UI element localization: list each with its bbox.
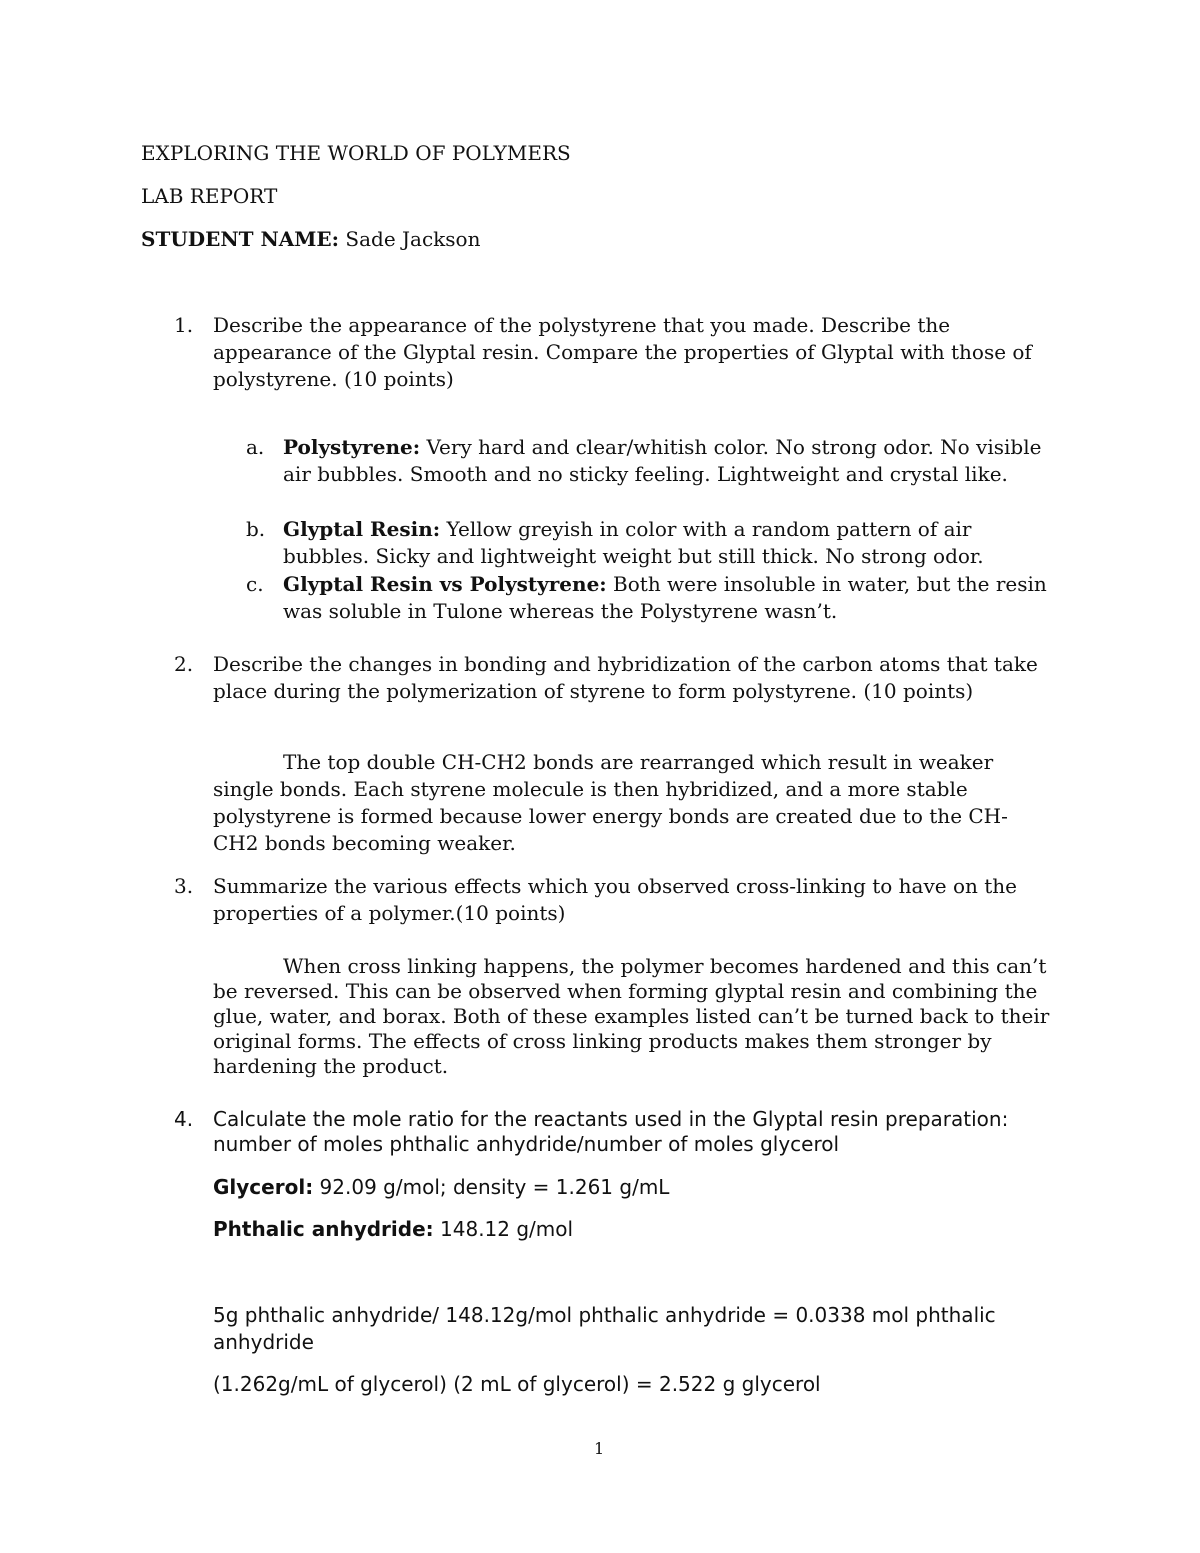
glycerol-term: Glycerol: [213,1175,314,1199]
item-body: Yellow greyish in color with a random pattern of air bubbles. Sicky and lightweight weight but still thick. No strong odor. [283,517,984,568]
question-text: Describe the changes in bonding and hybridization of the carbon atoms that take place during the polymerization of styrene to form polystyrene. (10 points) [213,652,1038,703]
question-text: Calculate the mole ratio for the reactants used in the Glyptal resin preparation: number of moles phthalic anhydride/number of moles glycerol [213,1107,1009,1156]
answer-item-c [246,571,1066,625]
answer-item-b [246,516,1066,570]
item-body: Both were insoluble in water, but the resin was soluble in Tulone whereas the Polystyrene wasn’t. [283,572,1047,623]
item-term: Glyptal Resin: [283,517,441,541]
question-number: 4. [174,1107,194,1131]
item-term: Glyptal Resin vs Polystyrene: [283,572,607,596]
glycerol-line [213,1174,669,1201]
calculation-1: 5g phthalic anhydride/ 148.12g/mol phthalic anhydride = 0.0338 mol phthalic anhydride [213,1303,996,1354]
item-text [283,571,1053,625]
question-number: 3. [174,874,194,898]
answer-2 [213,749,1053,857]
question-2 [141,651,1091,741]
question-text: Summarize the various effects which you observed cross-linking to have on the properties of a polymer.(10 points) [213,874,1017,925]
doc-subtitle: LAB REPORT [141,184,278,208]
question-4 [141,1107,1091,1167]
question-number: 2. [174,652,194,676]
item-text [283,516,1053,570]
item-text [283,434,1053,488]
student-line [141,226,480,253]
answer-item-a [246,434,1066,515]
page-number: 1 [594,1439,605,1458]
answer-text: When cross linking happens, the polymer becomes hardened and this can’t be reversed. This can be observed when forming glyptal resin and combining the glue, water, and borax. Both of these examples listed can’t be turned back to their original forms. The effects of cross linking products makes them stronger by hardening the product. [213,954,1050,1078]
question-3 [141,873,1091,933]
student-name: Sade Jackson [345,227,481,251]
answer-text: The top double CH-CH2 bonds are rearranged which result in weaker single bonds. Each styrene molecule is then hybridized, and a more stable polystyrene is formed because lower energy bonds are created due to the CH-CH2 bonds becoming weaker. [213,750,1008,855]
question-number: 1. [174,313,194,337]
student-label: STUDENT NAME: [141,227,340,251]
item-label: a. [246,435,265,459]
phthalic-term: Phthalic anhydride: [213,1217,434,1241]
item-body: Very hard and clear/whitish color. No strong odor. No visible air bubbles. Smooth and no sticky feeling. Lightweight and crystal like. [283,435,1042,486]
glycerol-text: 92.09 g/mol; density = 1.261 g/mL [319,1175,670,1199]
answer-3 [213,954,1053,1079]
doc-title: EXPLORING THE WORLD OF POLYMERS [141,141,571,165]
calculation-2: (1.262g/mL of glycerol) (2 mL of glycerol) = 2.522 g glycerol [213,1372,821,1396]
item-label: c. [246,572,264,596]
question-1 [141,312,1091,402]
item-term: Polystyrene: [283,435,421,459]
item-label: b. [246,517,266,541]
phthalic-line [213,1216,573,1243]
phthalic-text: 148.12 g/mol [440,1217,574,1241]
question-text: Describe the appearance of the polystyrene that you made. Describe the appearance of the Glyptal resin. Compare the properties of Glyptal with those of polystyrene. (10 points) [213,313,1032,391]
